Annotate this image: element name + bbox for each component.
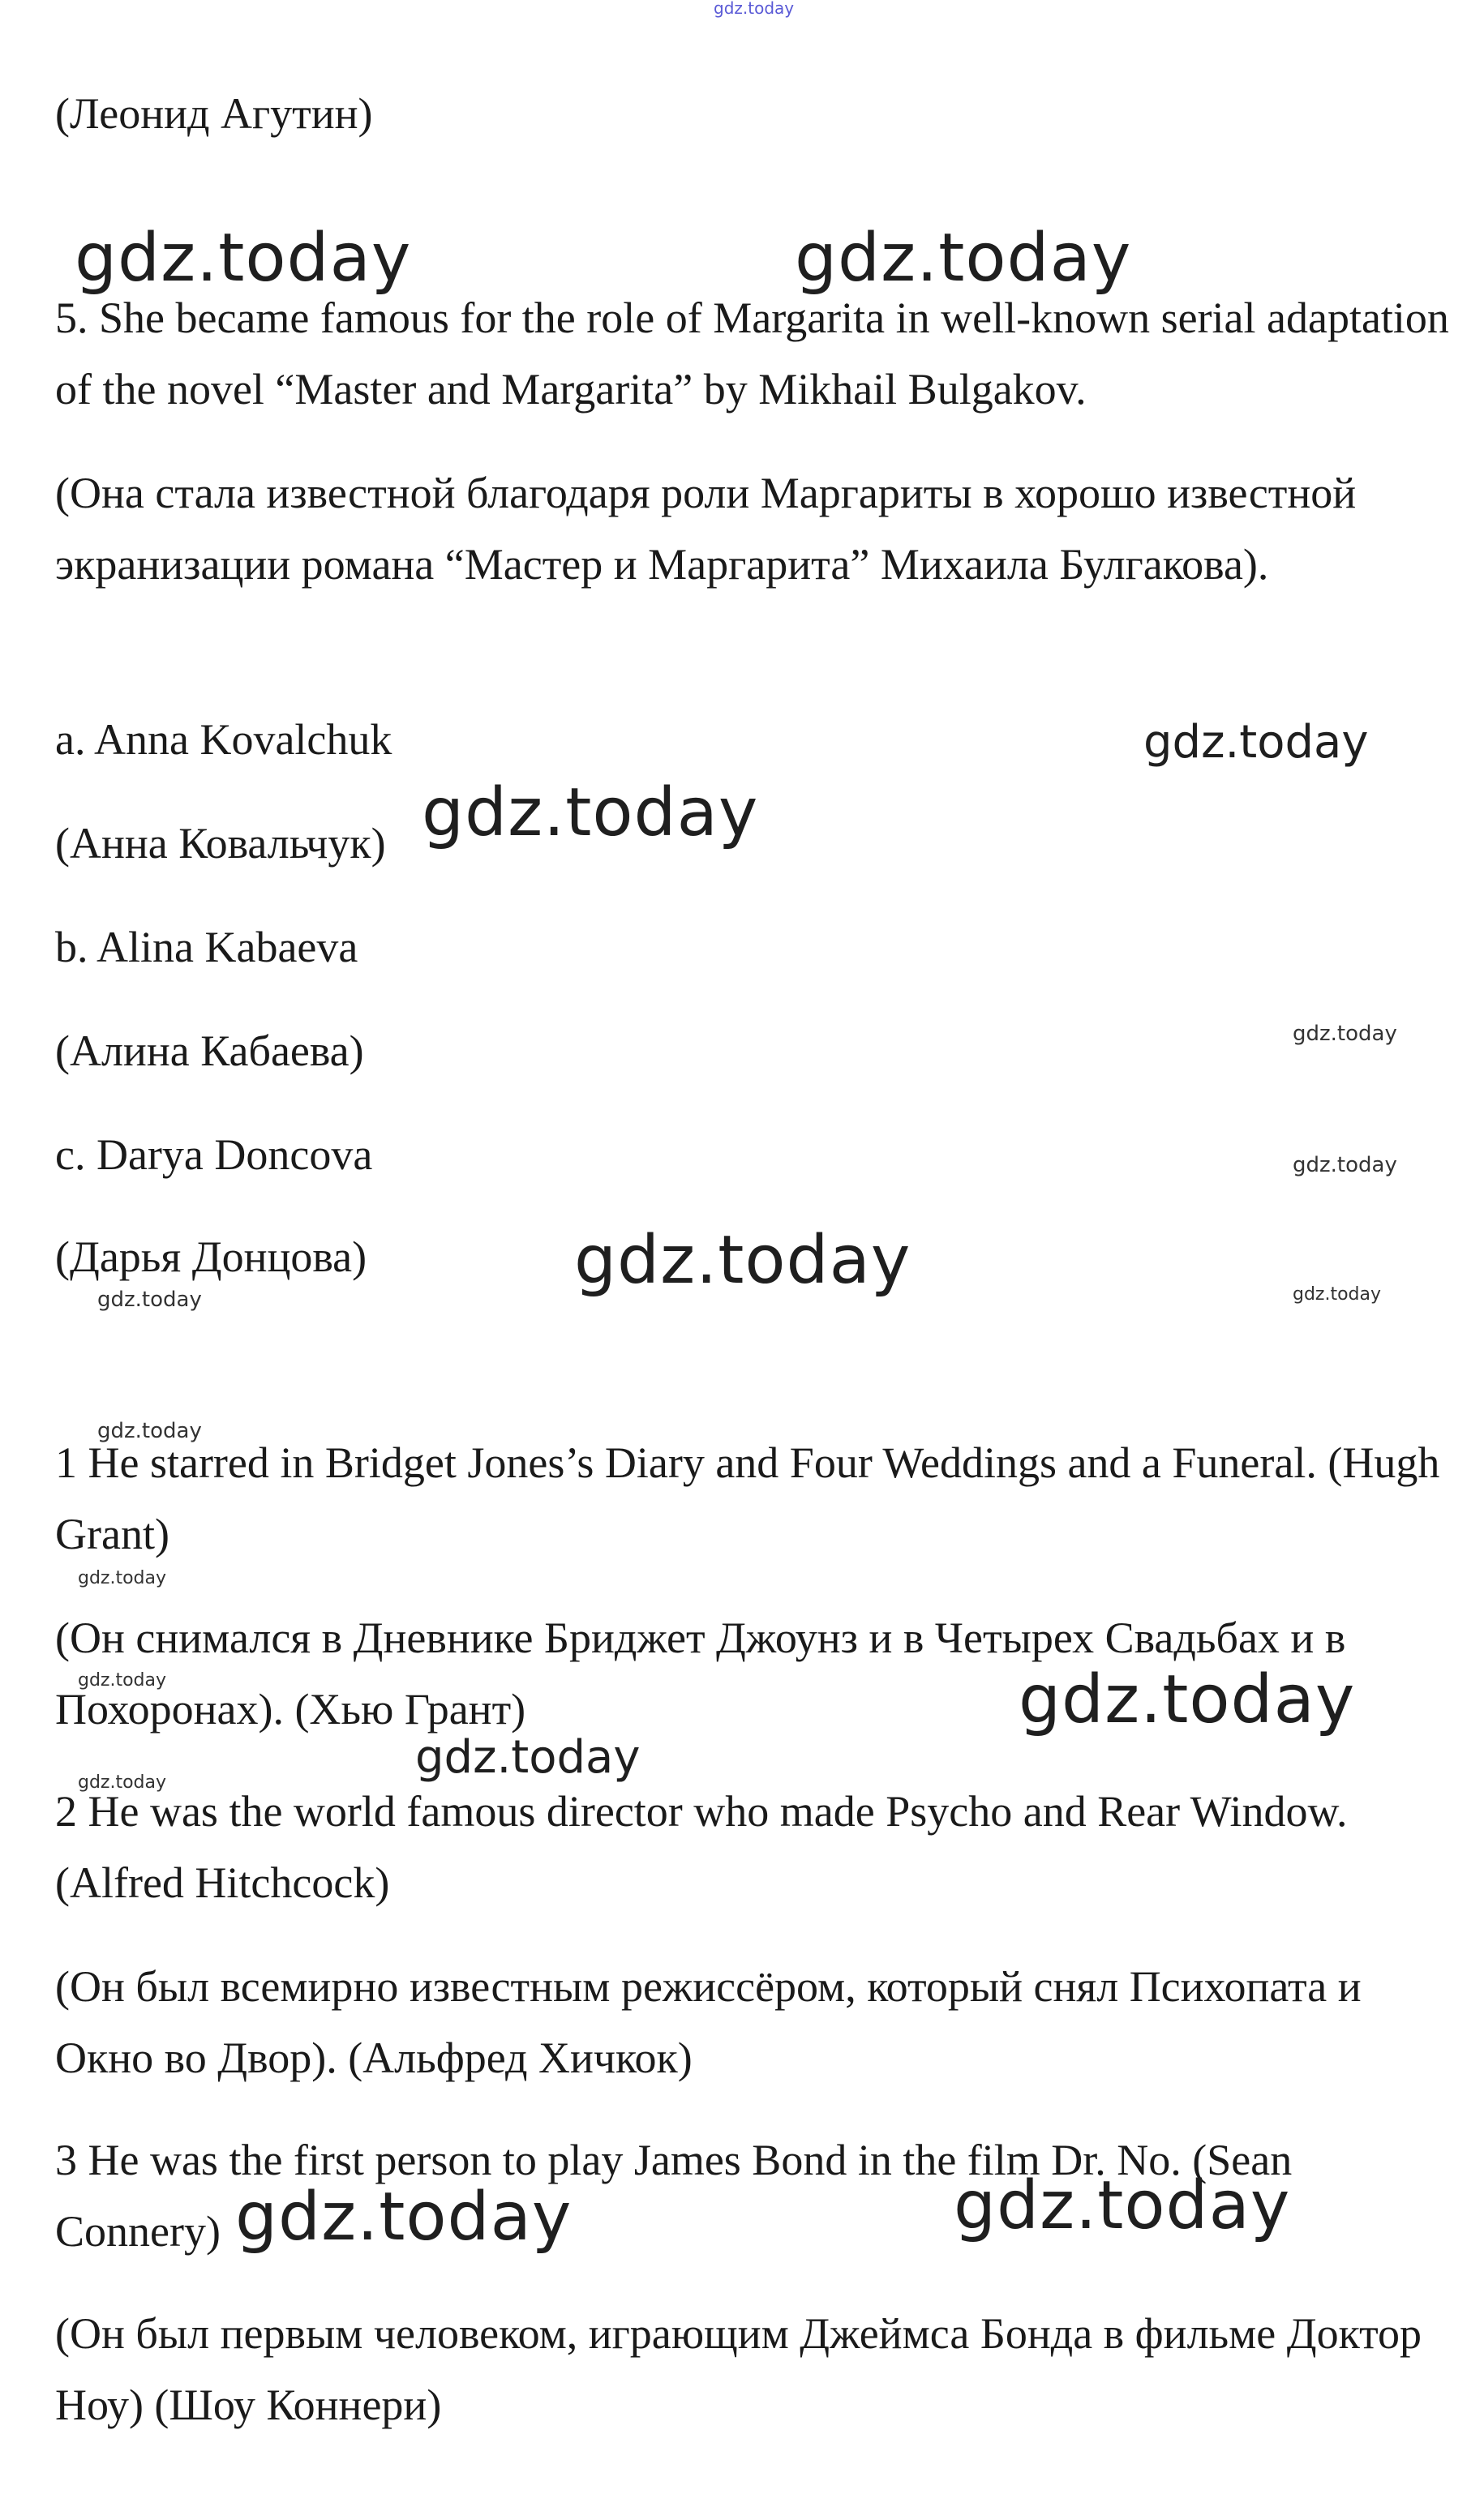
item-2: 2 He was the world famous director who made Psycho and Rear Window. (Alfred Hitchcock) xyxy=(55,1787,1348,1907)
watermark: gdz.today xyxy=(1293,1284,1382,1305)
watermark: gdz.today xyxy=(78,1568,167,1588)
watermark: gdz.today xyxy=(75,220,412,297)
watermark: gdz.today xyxy=(714,0,795,18)
watermark: gdz.today xyxy=(1019,1661,1356,1738)
option-a: a. Anna Kovalchuk xyxy=(55,715,392,764)
watermark: gdz.today xyxy=(1293,1153,1397,1177)
option-b: b. Alina Kabaeva xyxy=(55,923,358,971)
watermark: gdz.today xyxy=(78,1772,167,1793)
watermark: gdz.today xyxy=(574,1222,911,1299)
option-a-translation: (Анна Ковальчук) xyxy=(55,819,386,868)
item-1-translation: (Он снимался в Дневнике Бриджет Джоунз и в Четырех Свадьбах и в Похоронах). (Хью Грант) xyxy=(55,1614,1346,1734)
watermark: gdz.today xyxy=(415,1731,641,1784)
item-3-translation: (Он был первым человеком, играющим Джеймса Бонда в фильме Доктор Ноу) (Шоу Коннери) xyxy=(55,2309,1422,2429)
item-1: 1 He starred in Bridget Jones’s Diary and Four Weddings and a Funeral. (Hugh Grant) xyxy=(55,1438,1440,1558)
item-3: 3 He was the first person to play James Bond in the film Dr. No. (Sean Connery) xyxy=(55,2136,1293,2256)
watermark: gdz.today xyxy=(235,2179,573,2256)
watermark: gdz.today xyxy=(795,220,1132,297)
watermark: gdz.today xyxy=(422,774,759,851)
watermark: gdz.today xyxy=(78,1670,167,1691)
answer-leonid-agutin: (Леонид Агутин) xyxy=(55,89,373,138)
option-c-translation: (Дарья Донцова) xyxy=(55,1232,367,1281)
watermark: gdz.today xyxy=(1143,716,1369,769)
option-c: c. Darya Doncova xyxy=(55,1130,373,1179)
question-5: 5. She became famous for the role of Margarita in well-known serial adaptation of the novel “Master and Margarita” by Mikhail Bulgakov. xyxy=(55,294,1449,414)
watermark: gdz.today xyxy=(97,1419,202,1443)
watermark: gdz.today xyxy=(1293,1022,1397,1046)
watermark: gdz.today xyxy=(954,2167,1291,2244)
question-5-translation: (Она стала известной благодаря роли Маргариты в хорошо известной экранизации романа “Мастер и Маргарита” Михаила Булгакова). xyxy=(55,469,1357,589)
watermark: gdz.today xyxy=(97,1288,202,1312)
item-2-translation: (Он был всемирно известным режиссёром, который снял Психопата и Окно во Двор). (Альфред Хичкок) xyxy=(55,1962,1362,2082)
option-b-translation: (Алина Кабаева) xyxy=(55,1026,364,1075)
